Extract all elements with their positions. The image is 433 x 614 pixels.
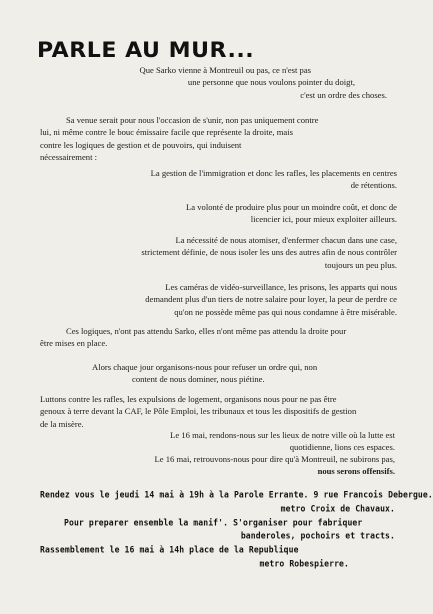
text-line: quotidienne, lions ces espaces. <box>289 442 395 453</box>
paragraph-production <box>186 201 397 226</box>
text-line: Le 16 mai, rendons-nous sur les lieux de notre ville où la lutte est <box>170 430 395 440</box>
text-line: Sa venue serait pour nous l'occasion de s'unir, non pas uniquement contre <box>66 115 319 125</box>
text-line: qu'on ne possède même pas qui nous condamne à être misérable. <box>174 306 397 317</box>
footer-metro-line: metro Croix de Chavaux. <box>280 503 395 514</box>
text-line: demandent plus d'un tiers de notre salaire pour loyer, la peur de perdre ce <box>145 294 397 305</box>
paragraph-organisons <box>92 361 317 386</box>
text-line: toujours un peu plus. <box>324 259 397 270</box>
text-line: La gestion de l'immigration et donc les rafles, les placements en centres <box>150 168 397 178</box>
footer-banderoles-line: banderoles, pochoirs et tracts. <box>240 530 395 541</box>
paragraph-luttons <box>40 393 356 430</box>
intro-line: une personne que nous voulons pointer du doigt, <box>187 77 355 88</box>
footer-manif-line: Pour preparer ensemble la manif'. S'organiser pour fabriquer <box>64 517 363 528</box>
footer-metro-robespierre-line: metro Robespierre. <box>259 558 349 569</box>
intro-line: Que Sarko vienne à Montreuil ou pas, ce n'est pas <box>139 65 311 75</box>
paragraph-16-mai-lieux <box>170 429 395 454</box>
paragraph-venue <box>40 114 318 164</box>
text-line: Les caméras de vidéo-surveillance, les prisons, les apparts qui nous <box>165 282 397 292</box>
intro-paragraph <box>140 64 387 101</box>
flyer-title: PARLE AU MUR... <box>37 38 255 62</box>
text-line: licencier ici, pour mieux exploiter ailleurs. <box>250 214 397 225</box>
text-line: de rétentions. <box>350 180 397 191</box>
paragraph-logiques <box>40 325 346 350</box>
text-line: content de nous dominer, nous piétine. <box>132 374 265 385</box>
text-line: Ces logiques, n'ont pas attendu Sarko, elles n'ont même pas attendu la droite pour <box>66 326 347 336</box>
text-line: Alors chaque jour organisons-nous pour refuser un ordre qui, non <box>92 362 318 372</box>
text-line: lui, ni même contre le bouc émissaire facile que représente la droite, mais <box>40 127 293 138</box>
paragraph-16-mai-offensifs <box>155 453 395 478</box>
text-line: strictement définie, de nous isoler les uns des autres afin de nous contrôler <box>141 247 397 258</box>
footer-rassemblement-line: Rassemblement le 16 mai à 14h place de la Republique <box>40 544 299 555</box>
paragraph-atomisation <box>141 234 397 271</box>
text-line: nécessairement : <box>40 152 98 163</box>
text-line: Le 16 mai, retrouvons-nous pour dire qu'à Montreuil, ne subirons pas, <box>154 454 395 464</box>
text-line: contre les logiques de gestion et de pouvoirs, qui induisent <box>40 139 242 150</box>
text-line: être mises en place. <box>40 338 108 349</box>
paragraph-immigration <box>151 167 397 192</box>
paragraph-surveillance <box>145 281 397 318</box>
intro-line: c'est un ordre des choses. <box>300 89 387 100</box>
text-line: Luttons contre les rafles, les expulsions de logement, organisons nous pour ne pas être <box>40 394 337 404</box>
text-line-emphasis: nous serons offensifs. <box>317 466 395 477</box>
text-line: La volonté de produire plus pour un moindre coût, et donc de <box>186 202 397 212</box>
footer-rdv-line: Rendez vous le jeudi 14 mai à 19h à la Parole Errante. 9 rue Francois Debergue. <box>40 489 433 500</box>
text-line: genoux à terre devant la CAF, le Pôle Emploi, les tribunaux et tous les dispositifs de gestion <box>40 406 357 417</box>
text-line: de la misère. <box>40 418 84 429</box>
text-line: La nécessité de nous atomiser, d'enfermer chacun dans une case, <box>175 235 397 245</box>
